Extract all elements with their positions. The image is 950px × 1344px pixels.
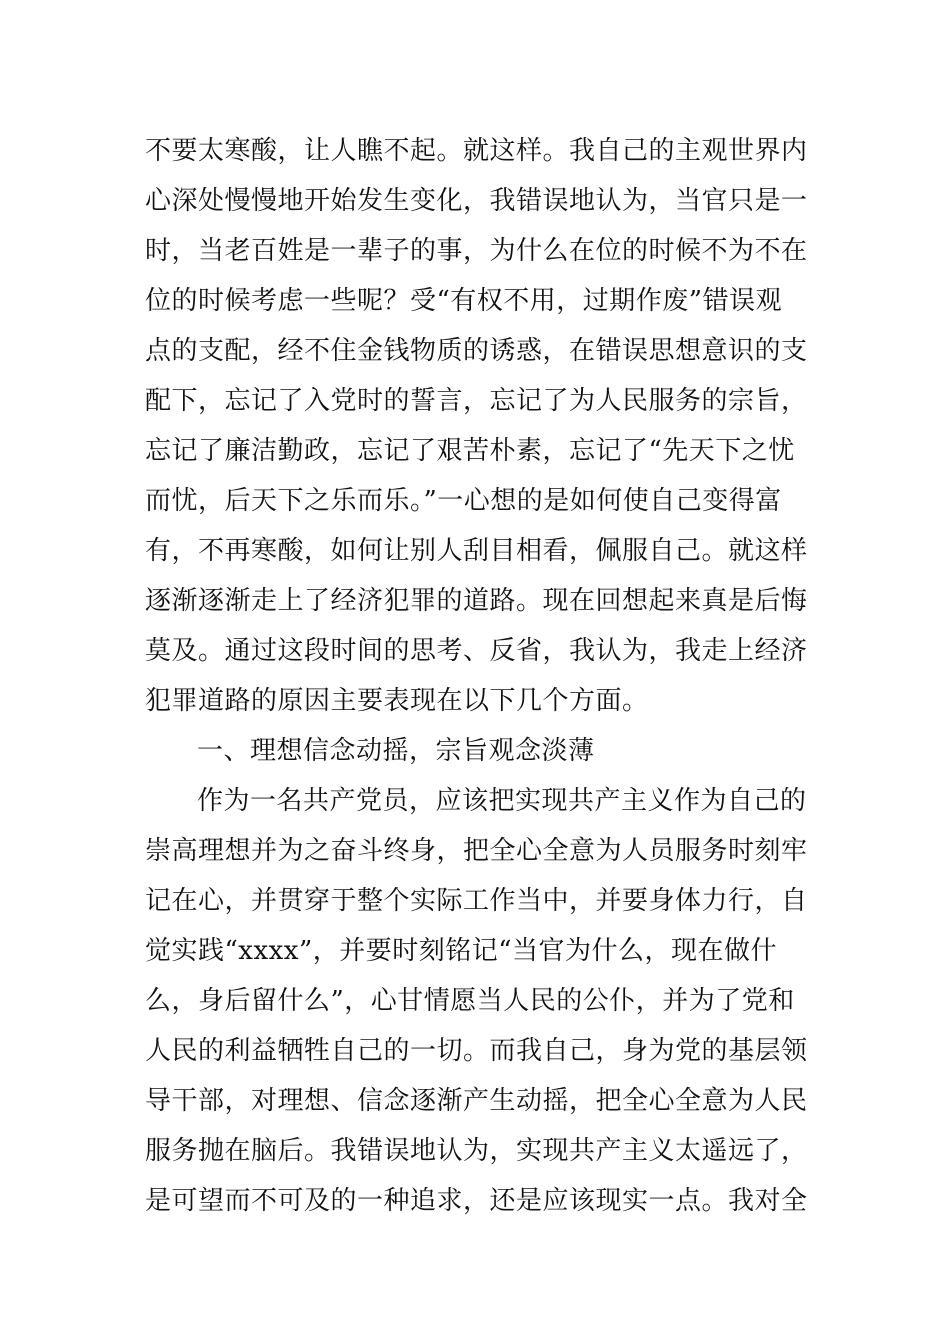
text-line: 时，当老百姓是一辈子的事，为什么在位的时候不为不在 (145, 236, 808, 266)
text-line: 忘记了廉洁勤政，忘记了艰苦朴素，忘记了“先天下之忧 (145, 436, 795, 466)
text-line: 作为一名共产党员，应该把实现共产主义作为自己的 (197, 786, 807, 816)
text-line: 点的支配，经不住金钱物质的诱惑，在错误思想意识的支 (145, 336, 808, 366)
text-line: 崇高理想并为之奋斗终身，把全心全意为人员服务时刻牢 (145, 836, 808, 866)
text-line: 么，身后留什么”，心甘情愿当人民的公仆，并为了党和 (145, 986, 795, 1016)
body-text (145, 126, 815, 1226)
text-line: 是可望而不可及的一种追求，还是应该现实一点。我对全 (145, 1186, 808, 1216)
text-line: 服务抛在脑后。我错误地认为，实现共产主义太遥远了， (145, 1136, 808, 1166)
text-line: 觉实践“xxxx”，并要时刻铭记“当官为什么，现在做什 (145, 936, 778, 966)
section-heading: 一、理想信念动摇，宗旨观念淡薄 (197, 736, 595, 766)
text-line: 位的时候考虑一些呢？受“有权不用，过期作废”错误观 (145, 286, 783, 316)
text-line: 犯罪道路的原因主要表现在以下几个方面。 (145, 686, 649, 716)
text-line: 有，不再寒酸，如何让别人刮目相看，佩服自己。就这样 (145, 536, 808, 566)
text-line: 莫及。通过这段时间的思考、反省，我认为，我走上经济 (145, 636, 808, 666)
text-line: 配下，忘记了入党时的誓言，忘记了为人民服务的宗旨， (145, 386, 808, 416)
text-line: 人民的利益牺牲自己的一切。而我自己，身为党的基层领 (145, 1036, 808, 1066)
text-line: 而忧，后天下之乐而乐。”一心想的是如何使自己变得富 (145, 486, 782, 516)
text-line: 心深处慢慢地开始发生变化，我错误地认为，当官只是一 (145, 186, 808, 216)
text-line: 不要太寒酸，让人瞧不起。就这样。我自己的主观世界内 (145, 136, 808, 166)
text-line: 导干部，对理想、信念逐渐产生动摇，把全心全意为人民 (145, 1086, 808, 1116)
text-line: 记在心，并贯穿于整个实际工作当中，并要身体力行，自 (145, 886, 808, 916)
text-line: 逐渐逐渐走上了经济犯罪的道路。现在回想起来真是后悔 (145, 586, 808, 616)
